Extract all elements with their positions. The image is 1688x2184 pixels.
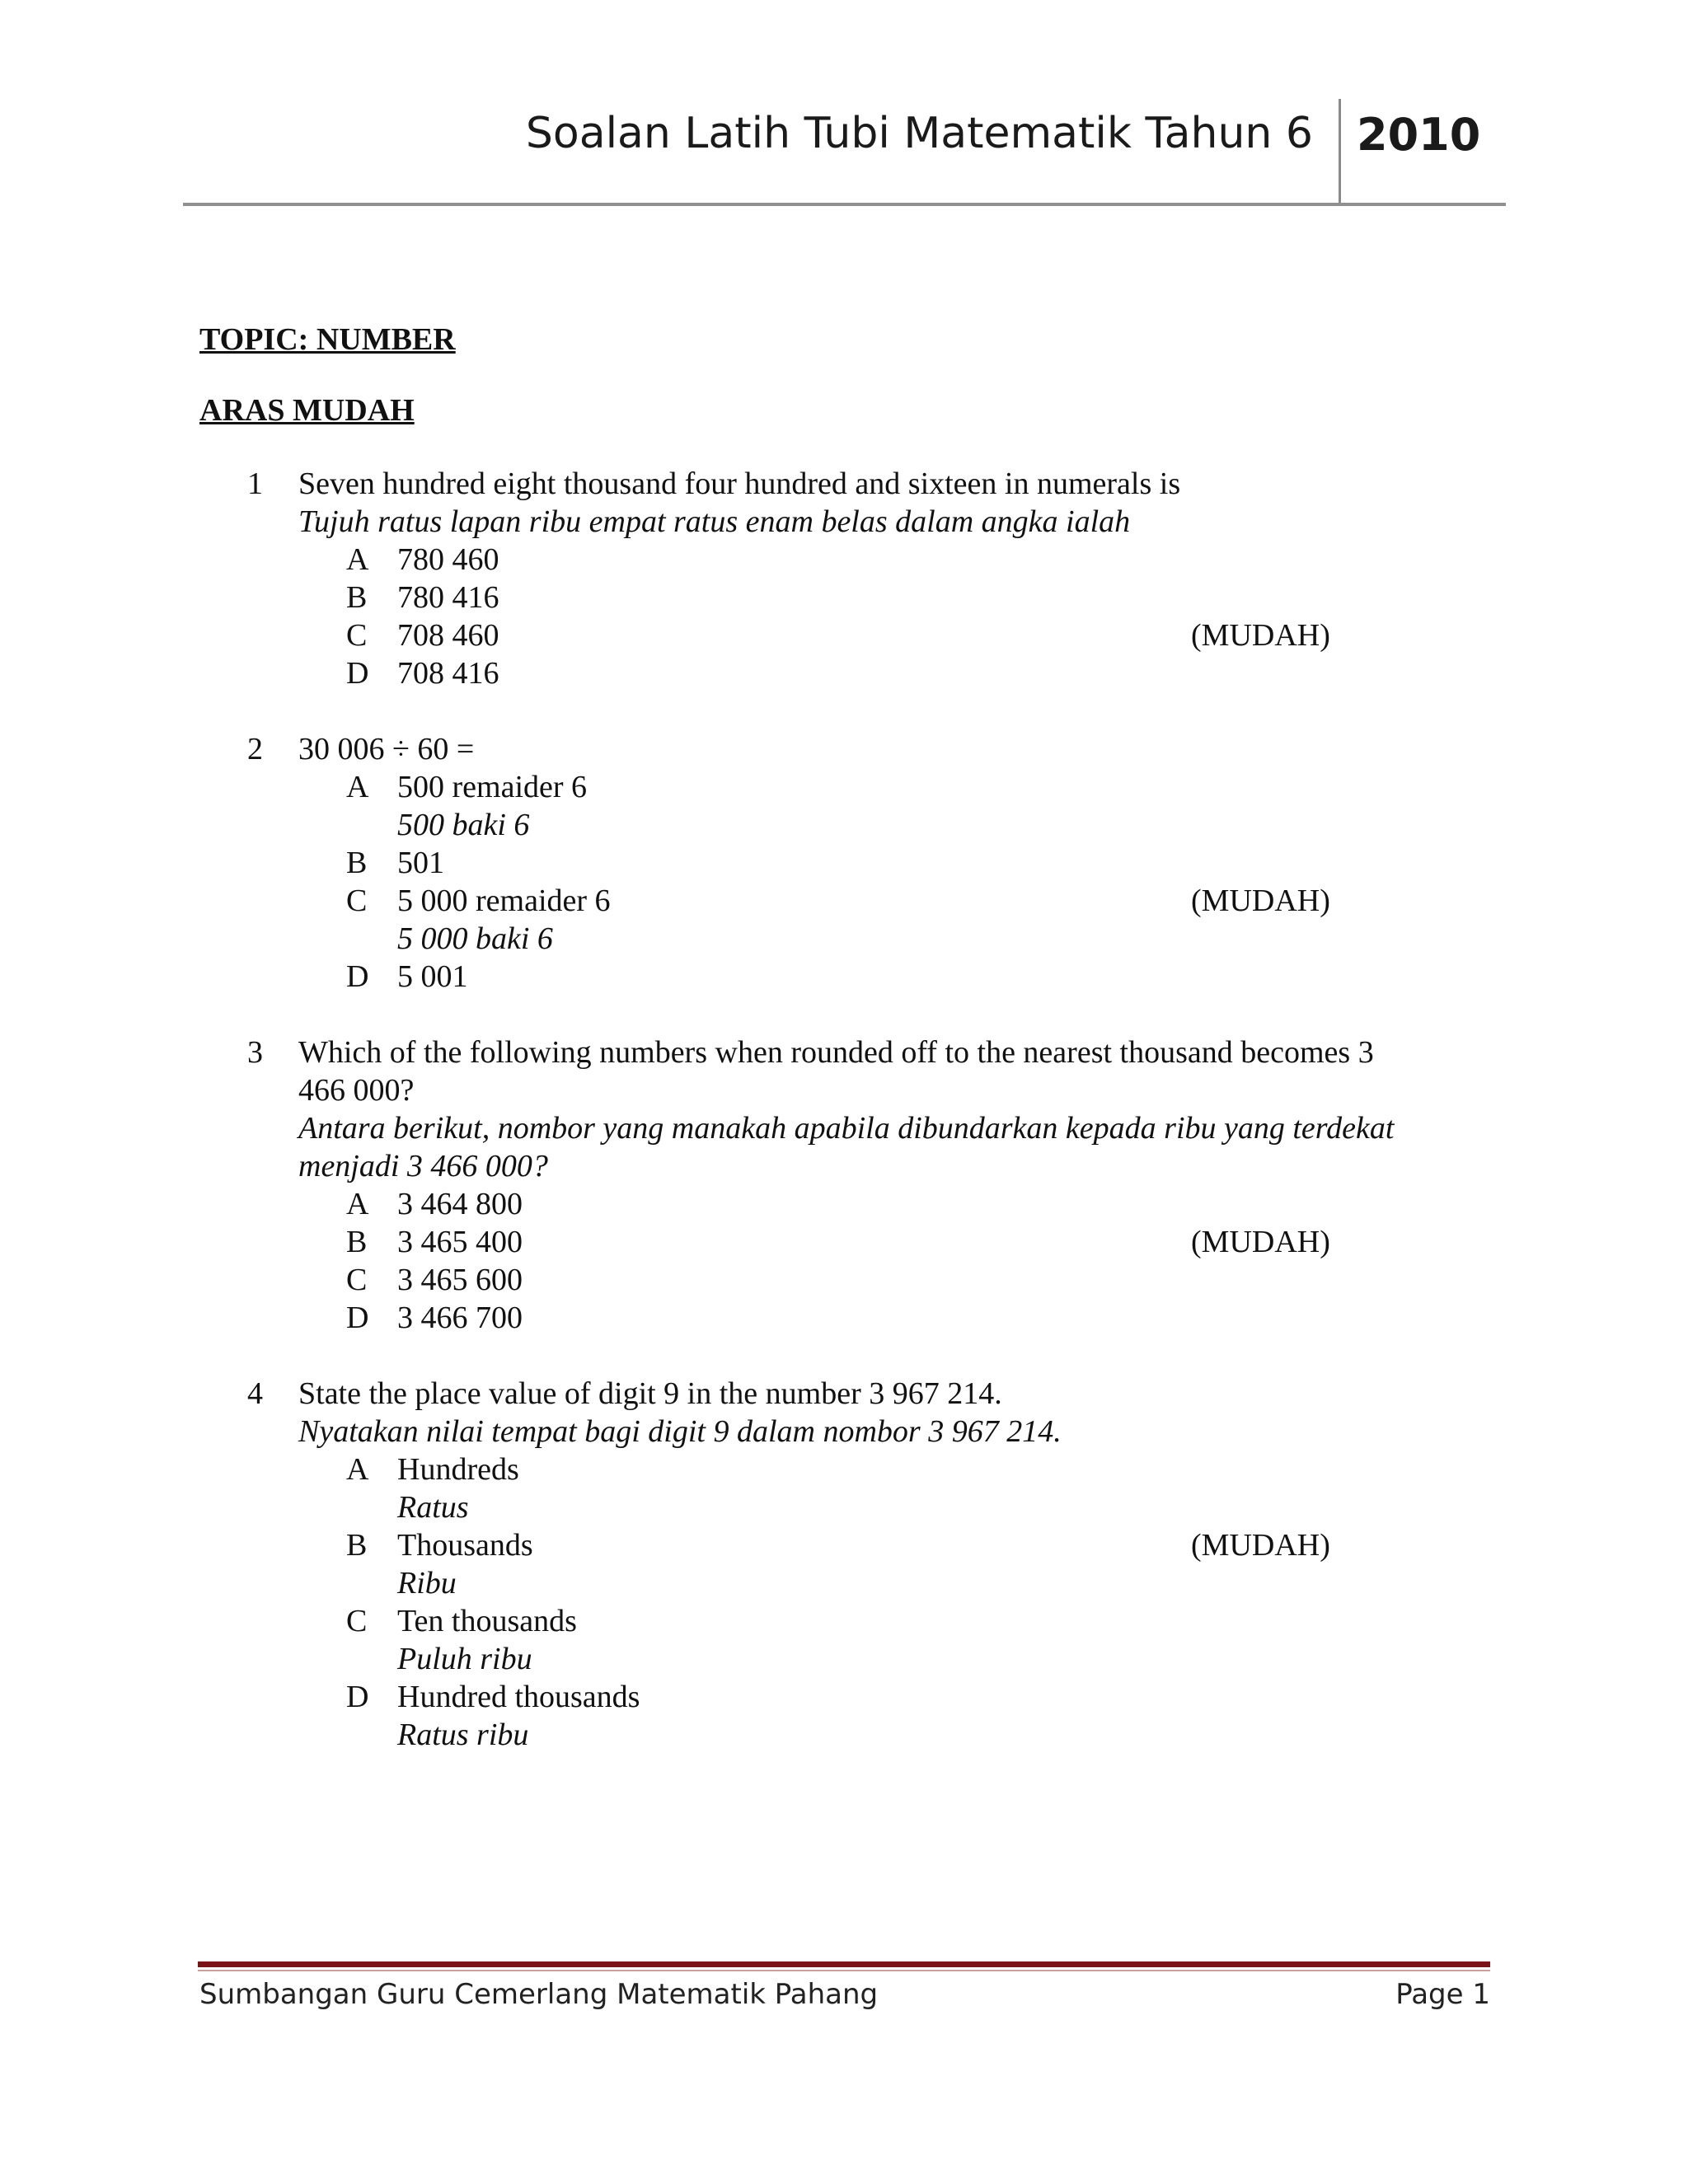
option-text-ms: Puluh ribu xyxy=(397,1642,532,1676)
option-letter: B xyxy=(346,1528,368,1563)
level-heading: ARAS MUDAH xyxy=(199,393,415,428)
difficulty-label: (MUDAH) xyxy=(1191,618,1330,653)
option-text: 5 001 xyxy=(397,959,468,994)
question-text-ms: Antara berikut, nombor yang manakah apabila dibundarkan kepada ribu yang terdekat xyxy=(298,1111,1395,1146)
header-rule xyxy=(183,203,1506,206)
footer-credit: Sumbangan Guru Cemerlang Matematik Pahang xyxy=(199,1978,879,2011)
option-letter: B xyxy=(346,846,368,880)
question-text-en-cont: 466 000? xyxy=(298,1073,415,1108)
question-number: 2 xyxy=(247,732,263,766)
question-number: 3 xyxy=(247,1035,263,1070)
option-text-ms: Ratus ribu xyxy=(397,1718,529,1752)
footer-rule xyxy=(198,1961,1490,1967)
option-text: 5 000 remaider 6 xyxy=(397,883,611,918)
option-letter: A xyxy=(346,1452,369,1487)
option-letter: D xyxy=(346,656,369,691)
question-text-ms: Nyatakan nilai tempat bagi digit 9 dalam nombor 3 967 214. xyxy=(298,1414,1062,1449)
option-letter: B xyxy=(346,580,368,615)
option-text: 3 465 600 xyxy=(397,1263,523,1297)
document-year: 2010 xyxy=(1357,109,1481,161)
option-letter: A xyxy=(346,542,369,577)
option-letter: A xyxy=(346,770,369,804)
option-letter: B xyxy=(346,1225,368,1259)
option-text: 780 416 xyxy=(397,580,499,615)
option-text-ms: 5 000 baki 6 xyxy=(397,921,553,956)
question-text-en: Seven hundred eight thousand four hundred and sixteen in numerals is xyxy=(298,466,1181,501)
option-text: 708 460 xyxy=(397,618,499,653)
option-text: 501 xyxy=(397,846,444,880)
option-letter: A xyxy=(346,1187,369,1221)
option-text: Hundred thousands xyxy=(397,1680,640,1714)
option-text-ms: Ribu xyxy=(397,1566,457,1601)
page-number: Page 1 xyxy=(1395,1978,1490,2011)
footer-rule-thin xyxy=(198,1970,1490,1971)
difficulty-label: (MUDAH) xyxy=(1191,883,1330,918)
question-text-en: Which of the following numbers when rounded off to the nearest thousand becomes 3 xyxy=(298,1035,1374,1070)
header-separator xyxy=(1339,99,1341,206)
question-number: 1 xyxy=(247,466,263,501)
option-text: 708 416 xyxy=(397,656,499,691)
difficulty-label: (MUDAH) xyxy=(1191,1225,1330,1259)
option-letter: C xyxy=(346,883,368,918)
option-text: Ten thousands xyxy=(397,1604,577,1638)
option-text: 3 464 800 xyxy=(397,1187,523,1221)
option-letter: D xyxy=(346,1680,369,1714)
question-text-en: 30 006 ÷ 60 = xyxy=(298,732,475,766)
question-text-en: State the place value of digit 9 in the number 3 967 214. xyxy=(298,1376,1002,1411)
option-text: 3 465 400 xyxy=(397,1225,523,1259)
question-text-ms-cont: menjadi 3 466 000? xyxy=(298,1149,548,1183)
option-text: 3 466 700 xyxy=(397,1301,523,1335)
option-letter: D xyxy=(346,1301,369,1335)
option-letter: C xyxy=(346,1263,368,1297)
document-title: Soalan Latih Tubi Matematik Tahun 6 xyxy=(525,109,1313,158)
option-letter: D xyxy=(346,959,369,994)
topic-heading: TOPIC: NUMBER xyxy=(199,322,456,357)
option-letter: C xyxy=(346,1604,368,1638)
option-letter: C xyxy=(346,618,368,653)
option-text: 500 remaider 6 xyxy=(397,770,588,804)
difficulty-label: (MUDAH) xyxy=(1191,1528,1330,1563)
option-text: Hundreds xyxy=(397,1452,519,1487)
option-text-ms: Ratus xyxy=(397,1490,469,1525)
option-text: Thousands xyxy=(397,1528,533,1563)
option-text-ms: 500 baki 6 xyxy=(397,808,530,842)
option-text: 780 460 xyxy=(397,542,499,577)
question-text-ms: Tujuh ratus lapan ribu empat ratus enam belas dalam angka ialah xyxy=(298,504,1131,539)
question-number: 4 xyxy=(247,1376,263,1411)
